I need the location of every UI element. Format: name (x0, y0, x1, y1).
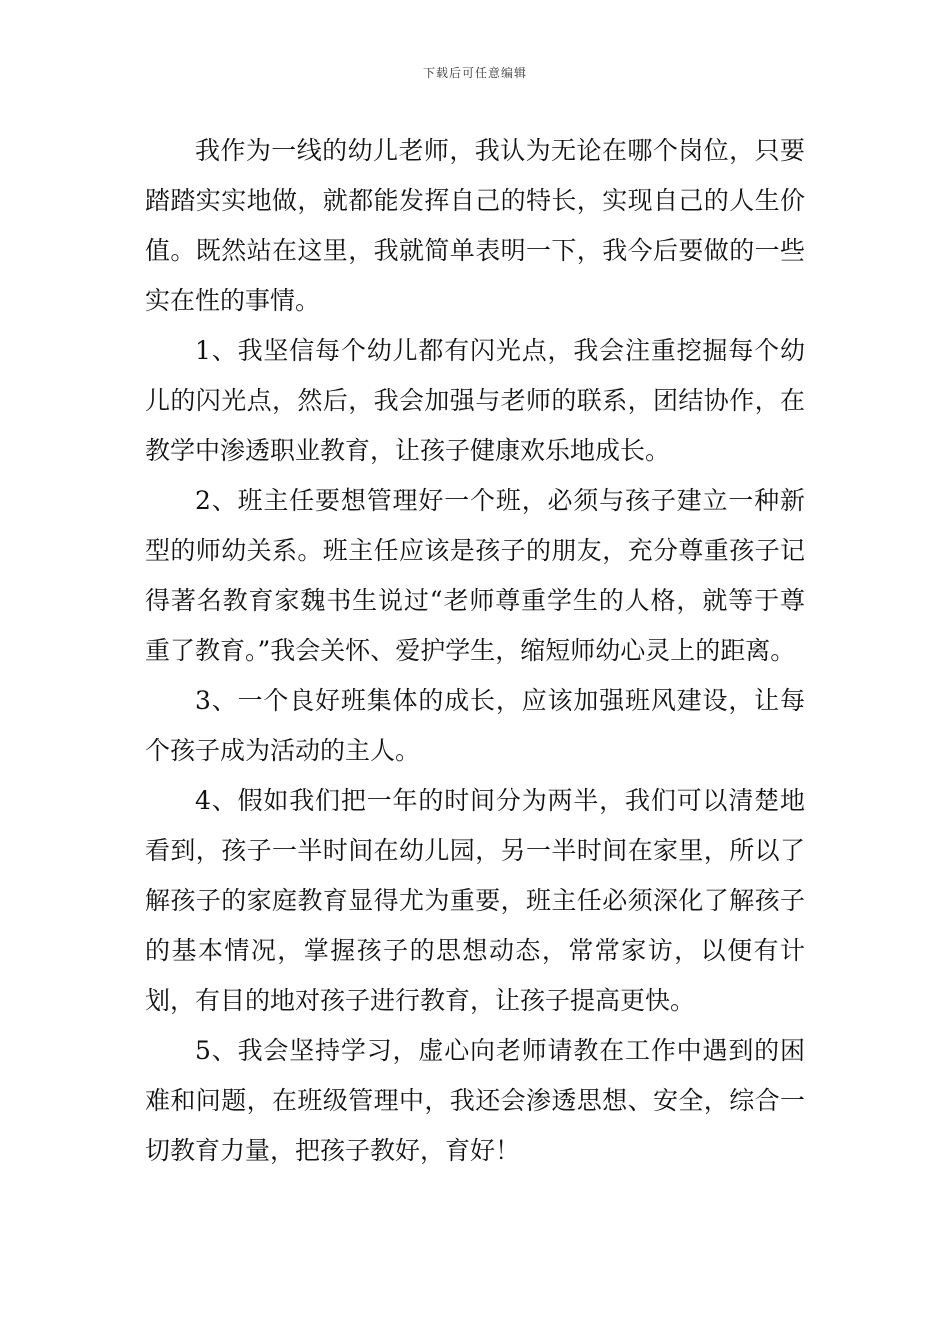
header-note: 下载后可任意编辑 (422, 66, 527, 80)
paragraph-item-2: 2、班主任要想管理好一个班，必须与孩子建立一种新型的师幼关系。班主任应该是孩子的朋友，充分尊重孩子记得著名教育家魏书生说过“老师尊重学生的人格，就等于尊重了教育。”我会关怀、爱护学生，缩短师幼心灵上的距离。 (145, 486, 805, 665)
document-body (145, 126, 805, 1176)
paragraph-item-3: 3、一个良好班集体的成长，应该加强班风建设，让每个孩子成为活动的主人。 (145, 686, 805, 765)
paragraph-item-5: 5、我会坚持学习，虚心向老师请教在工作中遇到的困难和问题，在班级管理中，我还会渗透思想、安全，综合一切教育力量，把孩子教好，育好！ (145, 1036, 805, 1165)
paragraph-item-1: 1、我坚信每个幼儿都有闪光点，我会注重挖掘每个幼儿的闪光点，然后，我会加强与老师的联系，团结协作，在教学中渗透职业教育，让孩子健康欢乐地成长。 (145, 336, 805, 465)
paragraph-item-4: 4、假如我们把一年的时间分为两半，我们可以清楚地看到，孩子一半时间在幼儿园，另一半时间在家里，所以了解孩子的家庭教育显得尤为重要，班主任必须深化了解孩子的基本情况，掌握孩子的思想动态，常常家访，以便有计划，有目的地对孩子进行教育，让孩子提高更快。 (145, 786, 805, 1015)
paragraph-intro: 我作为一线的幼儿老师，我认为无论在哪个岗位，只要踏踏实实地做，就都能发挥自己的特长，实现自己的人生价值。既然站在这里，我就简单表明一下，我今后要做的一些实在性的事情。 (145, 136, 805, 315)
